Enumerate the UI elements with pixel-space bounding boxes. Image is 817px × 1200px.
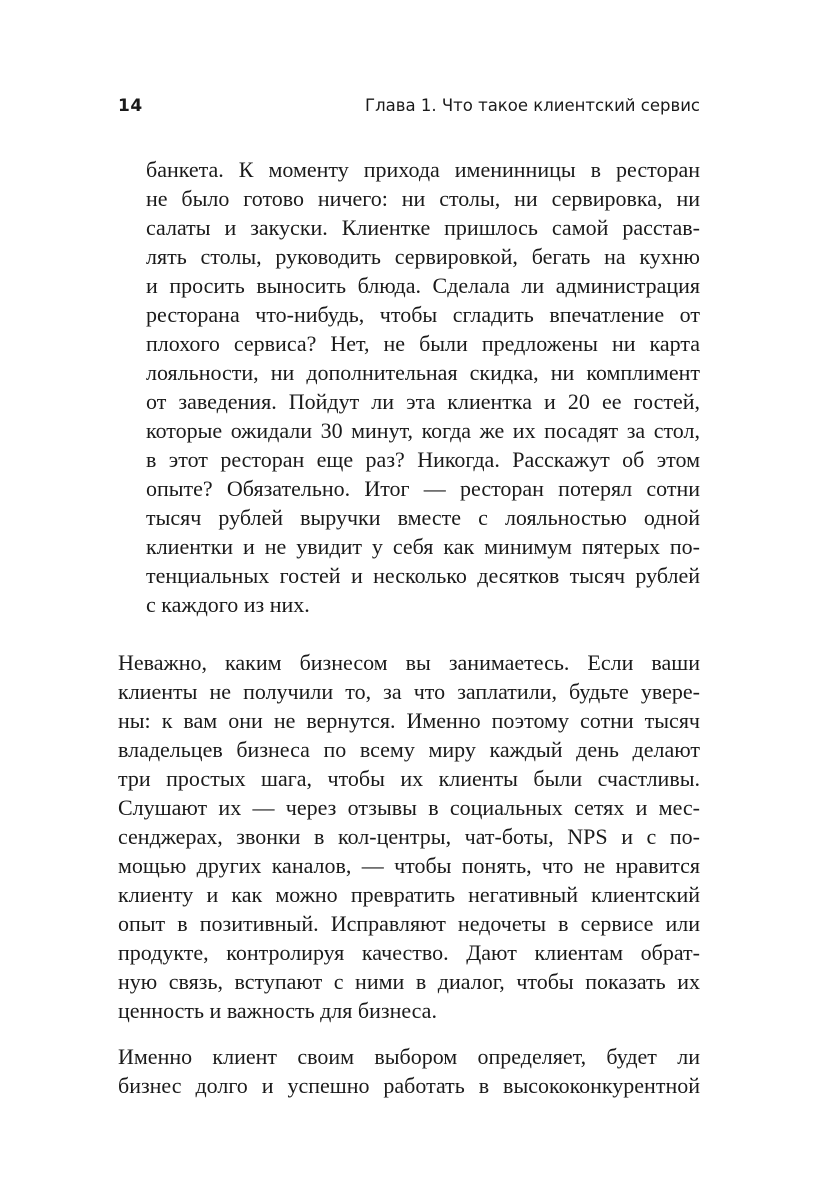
- text-line: Неважно, каким бизнесом вы занимаетесь. Если ваши: [118, 650, 700, 675]
- text-line: ны: к вам они не вернутся. Именно поэтому сотни тысяч: [118, 708, 700, 733]
- text-line: Слушают их — через отзывы в социальных сетях и мес-: [118, 795, 700, 820]
- text-line: мощью других каналов, — чтобы понять, что не нравится: [118, 853, 700, 878]
- indented-quote-paragraph: [118, 155, 700, 619]
- text-line: три простых шага, чтобы их клиенты были счастливы.: [118, 766, 700, 791]
- text-line: опыт в позитивный. Исправляют недочеты в сервисе или: [118, 911, 700, 936]
- text-line: опыте? Обязательно. Итог — ресторан потерял сотни: [146, 476, 700, 501]
- text-line: бизнес долго и успешно работать в высококонкурентной: [118, 1073, 700, 1098]
- text-line: ную связь, вступают с ними в диалог, чтобы показать их: [118, 969, 700, 994]
- text-line: тысяч рублей выручки вместе с лояльностью одной: [146, 505, 700, 530]
- text-line: продукте, контролируя качество. Дают клиентам обрат-: [118, 940, 700, 965]
- text-line: владельцев бизнеса по всему миру каждый день делают: [118, 737, 700, 762]
- running-head: Глава 1. Что такое клиентский сервис: [365, 96, 700, 115]
- text-line: плохого сервиса? Нет, не были предложены ни карта: [146, 331, 700, 356]
- text-line: которые ожидали 30 минут, когда же их посадят за стол,: [146, 418, 700, 443]
- text-line: Именно клиент своим выбором определяет, будет ли: [118, 1044, 700, 1069]
- text-line: банкета. К моменту прихода именинницы в ресторан: [146, 157, 700, 182]
- text-line: не было готово ничего: ни столы, ни сервировка, ни: [146, 186, 700, 211]
- text-line: с каждого из них.: [146, 592, 310, 617]
- page-header: [118, 96, 700, 124]
- text-line: тенциальных гостей и несколько десятков тысяч рублей: [146, 563, 700, 588]
- text-line: лять столы, руководить сервировкой, бегать на кухню: [146, 244, 700, 269]
- paragraph-business: [118, 648, 700, 1025]
- text-line: лояльности, ни дополнительная скидка, ни комплимент: [146, 360, 700, 385]
- text-line: салаты и закуски. Клиентке пришлось самой расстав-: [146, 215, 700, 240]
- text-line: от заведения. Пойдут ли эта клиентка и 20 ее гостей,: [146, 389, 700, 414]
- page-number: 14: [118, 96, 143, 116]
- text-line: ценность и важность для бизнеса.: [118, 998, 437, 1023]
- text-line: в этот ресторан еще раз? Никогда. Расскажут об этом: [146, 447, 700, 472]
- body-text: [118, 155, 700, 1100]
- text-line: и просить выносить блюда. Сделала ли администрация: [146, 273, 700, 298]
- text-line: клиенту и как можно превратить негативный клиентский: [118, 882, 700, 907]
- text-line: клиенты не получили то, за что заплатили, будьте увере-: [118, 679, 700, 704]
- paragraph-client-choice: [118, 1042, 700, 1100]
- text-line: клиентки и не увидит у себя как минимум пятерых по-: [146, 534, 700, 559]
- text-line: сенджерах, звонки в кол-центры, чат-боты, NPS и с по-: [118, 824, 700, 849]
- text-line: ресторана что-нибудь, чтобы сгладить впечатление от: [146, 302, 700, 327]
